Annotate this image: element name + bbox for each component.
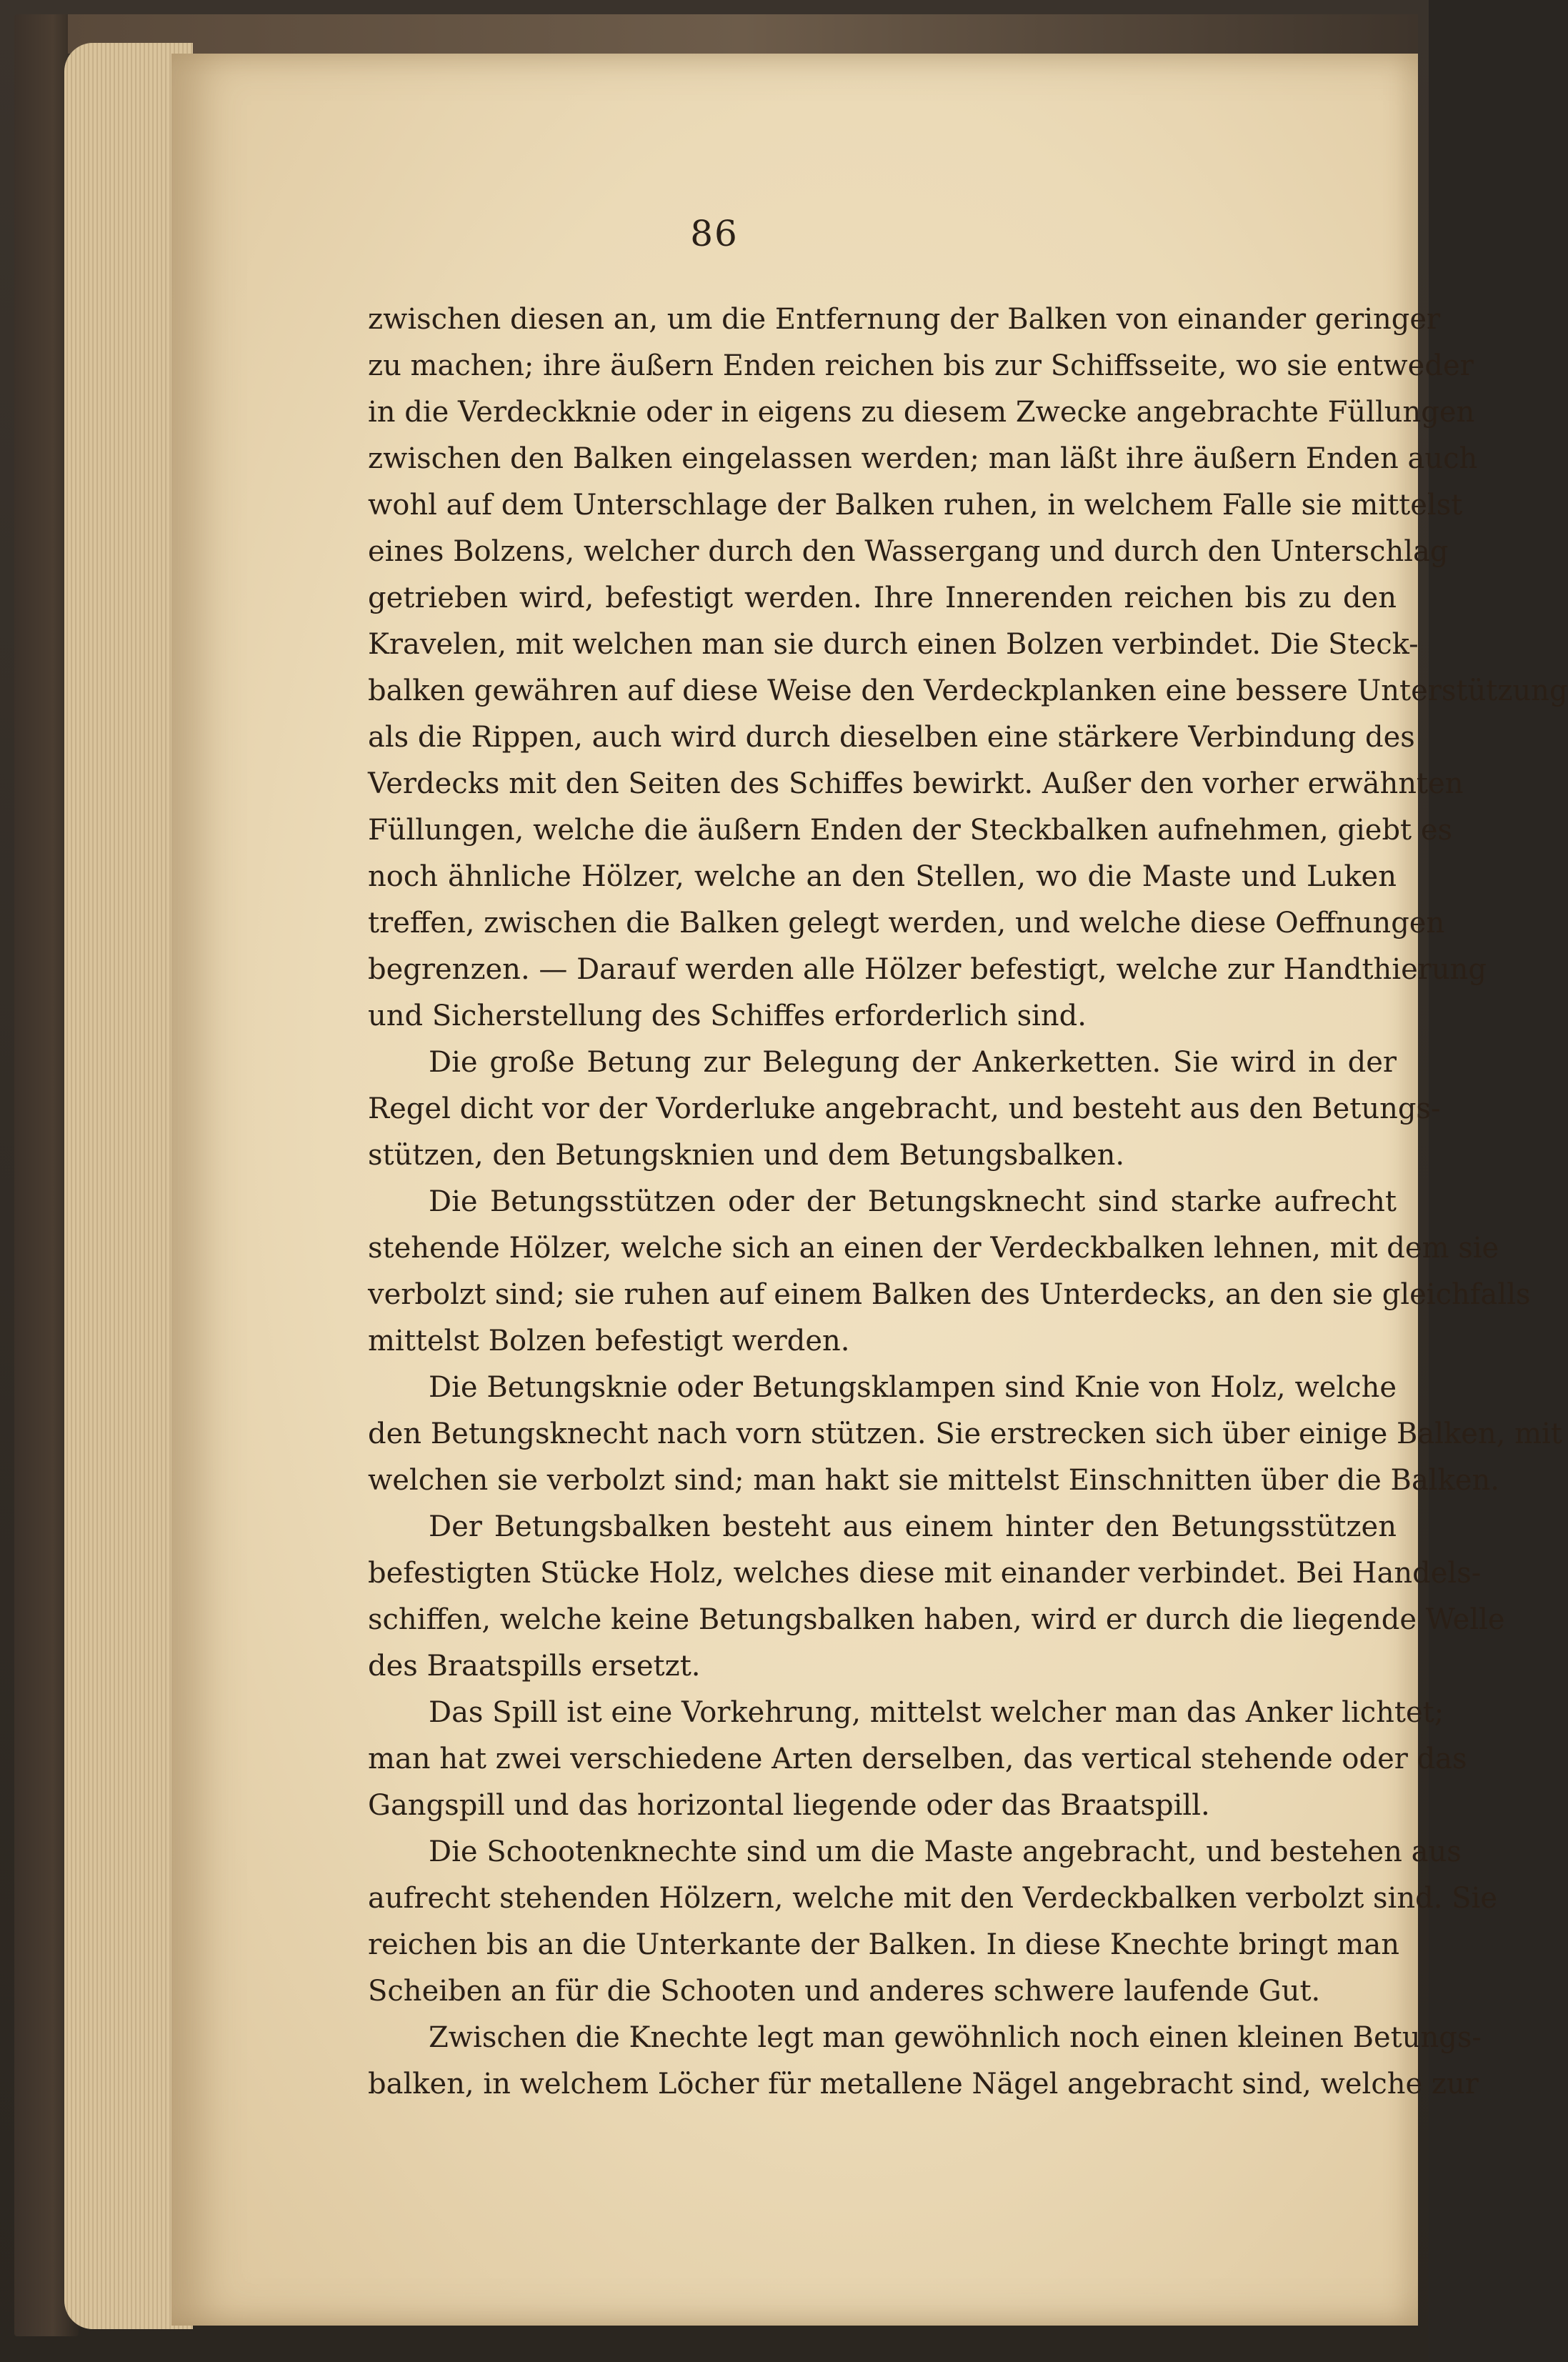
text-line: noch ähnliche Hölzer, welche an den Stellen, wo die Maste und Luken xyxy=(368,860,1397,893)
paragraph xyxy=(368,297,1568,1040)
text-line: des Braatspills ersetzt. xyxy=(368,1650,701,1683)
text-line: verbolzt sind; sie ruhen auf einem Balken des Unterdecks, an den sie gleichfalls xyxy=(368,1278,1531,1311)
text-line: Zwischen die Knechte legt man gewöhnlich noch einen kleinen Betungs- xyxy=(429,2021,1482,2054)
paragraph xyxy=(368,1179,1531,1365)
text-line: treffen, zwischen die Balken gelegt werden, und welche diese Oeffnungen xyxy=(368,907,1445,940)
paragraph xyxy=(368,2015,1482,2108)
text-line: begrenzen. — Darauf werden alle Hölzer befestigt, welche zur Handthierung xyxy=(368,953,1487,986)
text-line: man hat zwei verschiedene Arten derselben, das vertical stehende oder das xyxy=(368,1743,1467,1775)
text-line: Regel dicht vor der Vorderluke angebracht, und besteht aus den Betungs- xyxy=(368,1092,1441,1125)
text-line: stützen, den Betungsknien und dem Betungsbalken. xyxy=(368,1139,1125,1172)
text-line: Verdecks mit den Seiten des Schiffes bewirkt. Außer den vorher erwähnten xyxy=(368,767,1464,800)
text-line: Füllungen, welche die äußern Enden der Steckbalken aufnehmen, giebt es xyxy=(368,814,1453,847)
text-line: eines Bolzens, welcher durch den Wassergang und durch den Unterschlag xyxy=(368,535,1449,568)
page-number: 86 xyxy=(690,213,739,254)
text-line: als die Rippen, auch wird durch dieselben eine stärkere Verbindung des xyxy=(368,721,1415,754)
text-line: stehende Hölzer, welche sich an einen der Verdeckbalken lehnen, mit dem sie xyxy=(368,1232,1499,1265)
page-body xyxy=(368,297,1568,2108)
text-line: Der Betungsbalken besteht aus einem hinter den Betungsstützen xyxy=(429,1510,1397,1543)
text-line: getrieben wird, befestigt werden. Ihre Innerenden reichen bis zu den xyxy=(368,582,1397,614)
paragraph xyxy=(368,1040,1441,1179)
text-line: Die Betungsknie oder Betungsklampen sind Knie von Holz, welche xyxy=(429,1371,1397,1404)
text-line: aufrecht stehenden Hölzern, welche mit den Verdeckbalken verbolzt sind. Sie xyxy=(368,1882,1497,1915)
paragraph xyxy=(368,1829,1497,2015)
text-line: Gangspill und das horizontal liegende oder das Braatspill. xyxy=(368,1789,1210,1822)
text-line: Die Betungsstützen oder der Betungsknecht sind starke aufrecht xyxy=(429,1185,1397,1218)
text-line: Die Schootenknechte sind um die Maste angebracht, und bestehen aus xyxy=(429,1835,1462,1868)
book-top-edge xyxy=(68,14,1418,54)
text-line: welchen sie verbolzt sind; man hakt sie mittelst Einschnitten über die Balken. xyxy=(368,1464,1499,1497)
text-line: zu machen; ihre äußern Enden reichen bis zur Schiffsseite, wo sie entweder xyxy=(368,349,1474,382)
text-line: zwischen diesen an, um die Entfernung der Balken von einander geringer xyxy=(368,303,1441,336)
text-line: Kravelen, mit welchen man sie durch einen Bolzen verbindet. Die Steck- xyxy=(368,628,1419,661)
text-line: mittelst Bolzen befestigt werden. xyxy=(368,1325,850,1357)
text-line: befestigten Stücke Holz, welches diese mit einander verbindet. Bei Handels- xyxy=(368,1557,1482,1590)
text-line: schiffen, welche keine Betungsbalken haben, wird er durch die liegende Welle xyxy=(368,1603,1505,1636)
paragraph xyxy=(368,1504,1505,1690)
text-line: reichen bis an die Unterkante der Balken. In diese Knechte bringt man xyxy=(368,1928,1399,1961)
text-line: Die große Betung zur Belegung der Ankerketten. Sie wird in der xyxy=(429,1046,1397,1079)
text-line: Scheiben an für die Schooten und anderes schwere laufende Gut. xyxy=(368,1975,1321,2008)
text-line: wohl auf dem Unterschlage der Balken ruhen, in welchem Falle sie mittelst xyxy=(368,489,1463,522)
text-line: zwischen den Balken eingelassen werden; man läßt ihre äußern Enden auch xyxy=(368,442,1478,475)
paragraph xyxy=(368,1365,1562,1504)
text-line: Das Spill ist eine Vorkehrung, mittelst welcher man das Anker lichtet; xyxy=(429,1696,1444,1729)
text-line: und Sicherstellung des Schiffes erforderlich sind. xyxy=(368,1000,1087,1032)
text-line: den Betungsknecht nach vorn stützen. Sie erstrecken sich über einige Balken, mit xyxy=(368,1417,1562,1450)
text-line: in die Verdeckknie oder in eigens zu diesem Zwecke angebrachte Füllungen xyxy=(368,396,1475,429)
text-line: balken gewähren auf diese Weise den Verdeckplanken eine bessere Unterstützung xyxy=(368,674,1568,707)
paragraph xyxy=(368,1690,1467,1829)
text-line: balken, in welchem Löcher für metallene Nägel angebracht sind, welche zur xyxy=(368,2068,1479,2101)
